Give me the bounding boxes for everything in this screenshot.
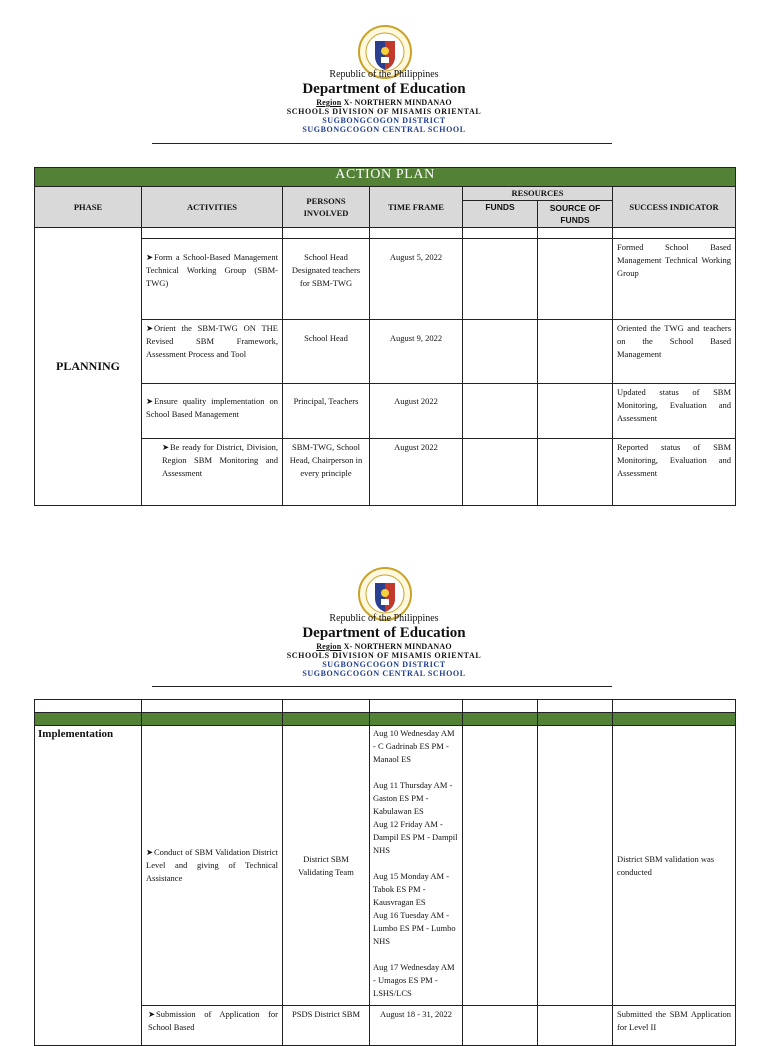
col-phase: PHASE bbox=[35, 187, 142, 228]
activity-cell: ➤Ensure quality implementation on School Based Management bbox=[142, 384, 283, 439]
action-plan-title: ACTION PLAN bbox=[35, 168, 736, 187]
persons-cell: SBM-TWG, School Head, Chairperson in every principle bbox=[283, 439, 370, 506]
col-persons: PERSONS INVOLVED bbox=[283, 187, 370, 228]
title-row bbox=[35, 168, 736, 187]
activity-cell: ➤Be ready for District, Division, Region SBM Monitoring and Assessment bbox=[142, 439, 283, 506]
republic-line: Republic of the Philippines bbox=[329, 69, 439, 80]
header-rule bbox=[152, 143, 612, 144]
region-label: Region bbox=[316, 642, 342, 651]
indicator-cell: District SBM validation was conducted bbox=[613, 726, 736, 1006]
col-success-indicator: SUCCESS INDICATOR bbox=[613, 187, 736, 228]
persons-cell: District SBM Validating Team bbox=[283, 726, 370, 1006]
col-activities: ACTIVITIES bbox=[142, 187, 283, 228]
indicator-cell: Submitted the SBM Application for Level II bbox=[613, 1006, 736, 1046]
region-name: X- NORTHERN MINDANAO bbox=[341, 642, 452, 651]
time-cell: August 2022 bbox=[370, 439, 463, 506]
activity-cell: ➤Orient the SBM-TWG ON THE Revised SBM Framework, Assessment Process and Tool bbox=[142, 320, 283, 384]
blank-row bbox=[35, 700, 736, 713]
activity-text: Orient the SBM-TWG ON THE Revised SBM Framework, Assessment Process and Tool bbox=[146, 323, 278, 359]
phase-implementation: Implementation bbox=[35, 726, 142, 1046]
region-label: Region bbox=[316, 98, 342, 107]
persons-cell: School Head Designated teachers for SBM-TWG bbox=[283, 239, 370, 320]
time-cell: August 9, 2022 bbox=[370, 320, 463, 384]
indicator-cell: Updated status of SBM Monitoring, Evaluation and Assessment bbox=[613, 384, 736, 439]
department-title: Department of Education bbox=[302, 81, 466, 97]
activity-cell: ➤Conduct of SBM Validation District Level and giving of Technical Assistance bbox=[142, 726, 283, 1006]
region-name: X- NORTHERN MINDANAO bbox=[341, 98, 452, 107]
activity-text: Conduct of SBM Validation District Level and giving of Technical Assistance bbox=[146, 847, 278, 883]
school-line: SUGBONGCOGON CENTRAL SCHOOL bbox=[302, 125, 466, 134]
time-cell: August 18 - 31, 2022 bbox=[370, 1006, 463, 1046]
letterhead bbox=[0, 613, 768, 678]
header-row-1 bbox=[35, 187, 736, 201]
activity-text: Be ready for District, Division, Region SBM Monitoring and Assessment bbox=[162, 442, 278, 478]
phase-planning: PLANNING bbox=[35, 228, 142, 506]
implementation-table bbox=[34, 699, 736, 1046]
activity-cell: ➤Form a School-Based Management Technical Working Group (SBM-TWG) bbox=[142, 239, 283, 320]
time-cell: August 2022 bbox=[370, 384, 463, 439]
header-rule bbox=[152, 686, 612, 687]
spacer-row bbox=[35, 228, 736, 239]
republic-line: Republic of the Philippines bbox=[329, 613, 439, 624]
table-row bbox=[35, 726, 736, 1006]
activity-text: Submission of Application for School Based bbox=[148, 1009, 278, 1032]
region-line bbox=[0, 642, 768, 651]
persons-cell: Principal, Teachers bbox=[283, 384, 370, 439]
action-plan-table bbox=[34, 167, 736, 506]
activity-text: Ensure quality implementation on School Based Management bbox=[146, 396, 278, 419]
division-line: SCHOOLS DIVISION OF MISAMIS ORIENTAL bbox=[286, 651, 482, 660]
col-resources: RESOURCES bbox=[463, 187, 613, 201]
col-time-frame: TIME FRAME bbox=[370, 187, 463, 228]
persons-cell: PSDS District SBM bbox=[283, 1006, 370, 1046]
district-line: SUGBONGCOGON DISTRICT bbox=[322, 116, 446, 125]
indicator-cell: Oriented the TWG and teachers on the School Based Management bbox=[613, 320, 736, 384]
division-line: SCHOOLS DIVISION OF MISAMIS ORIENTAL bbox=[286, 107, 482, 116]
indicator-cell: Formed School Based Management Technical Working Group bbox=[613, 239, 736, 320]
district-line: SUGBONGCOGON DISTRICT bbox=[322, 660, 446, 669]
time-cell: Aug 10 Wednesday AM - C Gadrinab ES PM - Manaol ES Aug 11 Thursday AM - Gaston ES PM - Kabulawan ES Aug 12 Friday AM - Dampil ES PM - Dampil NHS Aug 15 Monday AM - Tabok ES PM - Kausvragan ES Aug 16 Tuesday AM - Lumbo ES PM - Lumbo NHS Aug 17 Wednesday AM - Umagos ES PM - LSHS/LCS bbox=[370, 726, 463, 1006]
activity-cell: ➤Submission of Application for School Based bbox=[142, 1006, 283, 1046]
col-source-of-funds: SOURCE OF FUNDS bbox=[538, 201, 613, 228]
green-band-row bbox=[35, 713, 736, 726]
activity-text: Form a School-Based Management Technical Working Group (SBM-TWG) bbox=[146, 252, 278, 288]
department-title: Department of Education bbox=[302, 625, 466, 641]
persons-cell: School Head bbox=[283, 320, 370, 384]
school-line: SUGBONGCOGON CENTRAL SCHOOL bbox=[302, 669, 466, 678]
letterhead bbox=[0, 69, 768, 134]
indicator-cell: Reported status of SBM Monitoring, Evaluation and Assessment bbox=[613, 439, 736, 506]
time-cell: August 5, 2022 bbox=[370, 239, 463, 320]
region-line bbox=[0, 98, 768, 107]
col-funds: FUNDS bbox=[463, 201, 538, 228]
